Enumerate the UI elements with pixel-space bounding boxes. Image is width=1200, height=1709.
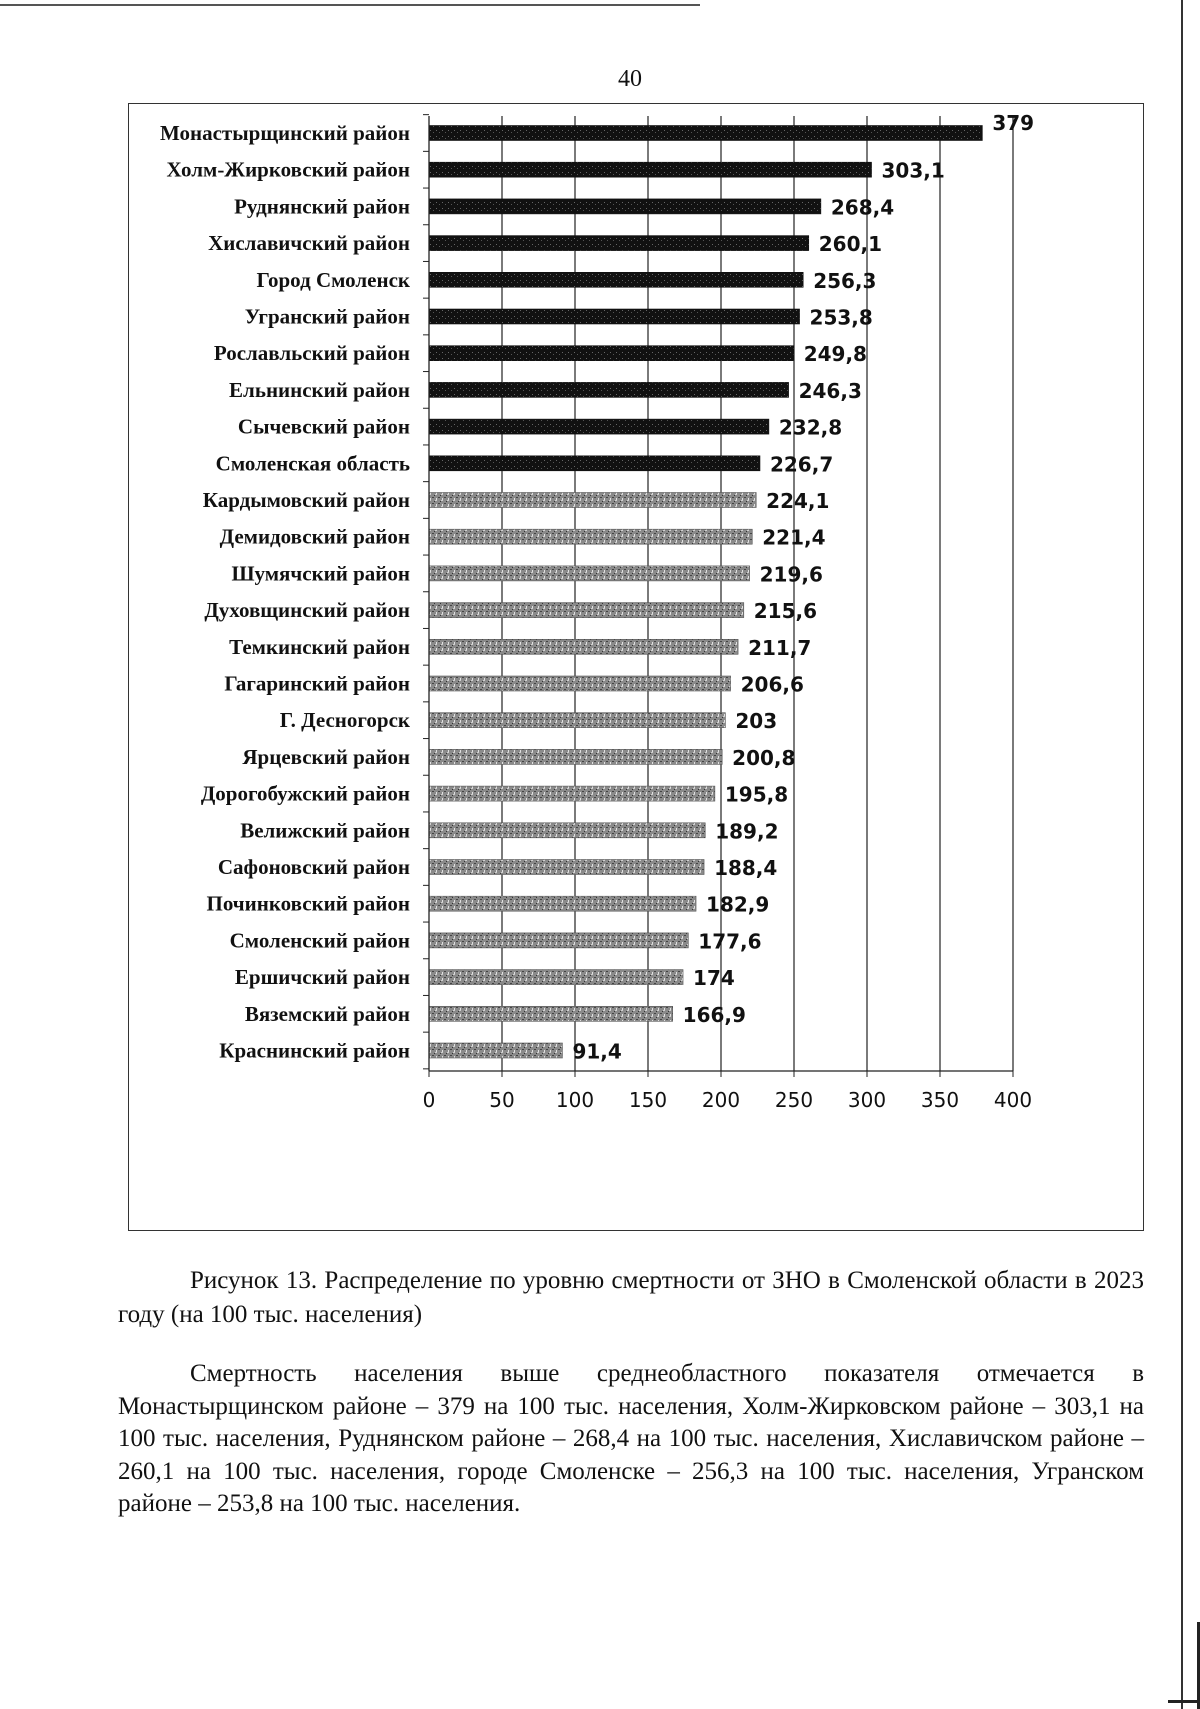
category-label-18: Ярцевский район (242, 744, 410, 769)
bar-11 (429, 493, 756, 508)
category-label-17: Г. Десногорск (279, 708, 410, 733)
value-label-18: 200,8 (732, 745, 796, 770)
category-label-26: Краснинский район (219, 1038, 410, 1063)
x-tick-label-0: 0 (422, 1088, 436, 1112)
category-label-4: Хиславичский район (208, 231, 410, 256)
category-label-19: Дорогобужский район (200, 781, 410, 806)
bar-7 (429, 346, 794, 361)
value-label-1: 379 (992, 111, 1035, 135)
bar-chart (129, 104, 1142, 1229)
value-label-8: 246,3 (798, 378, 862, 403)
bar-21 (429, 860, 704, 875)
bar-26 (429, 1043, 562, 1058)
scan-artifact-corner-mark-horizontal (1168, 1700, 1200, 1703)
category-label-2: Холм-Жирковский район (166, 157, 410, 182)
category-label-25: Вяземский район (244, 1001, 410, 1026)
category-label-14: Духовщинский район (204, 598, 410, 623)
chart-frame (128, 103, 1144, 1231)
value-label-10: 226,7 (769, 452, 834, 477)
value-label-20: 189,2 (715, 819, 779, 844)
bar-6 (429, 309, 800, 324)
value-labels (572, 111, 1034, 1064)
category-label-9: Сычевский район (237, 414, 410, 439)
value-label-2: 303,1 (881, 158, 945, 183)
value-label-15: 211,7 (748, 635, 812, 660)
value-label-17: 203 (735, 709, 778, 734)
category-label-13: Шумячский район (231, 561, 410, 586)
category-label-10: Смоленская область (215, 451, 410, 476)
bar-2 (429, 162, 872, 177)
value-label-6: 253,8 (809, 305, 873, 330)
value-label-22: 182,9 (706, 892, 770, 917)
figure-caption: Рисунок 13. Распределение по уровню смертности от ЗНО в Смоленской области в 2023 году (на 100 тыс. населения) (118, 1267, 1144, 1328)
x-tick-labels (423, 1088, 1032, 1112)
category-label-20: Велижский район (240, 818, 410, 843)
gridlines (502, 116, 1013, 1071)
bar-24 (429, 970, 683, 985)
x-tick-label-100: 100 (555, 1088, 595, 1112)
body-paragraph: Смертность населения выше среднеобластного показателя отмечается в Монастырщинском районе – 379 на 100 тыс. населения, Холм-Жирковском районе – 303,1 на 100 тыс. населения, Руднянском районе – 268,4 на 100 тыс. населения, Хиславичском районе – 260,1 на 100 тыс. населения, городе Смоленске – 256,3 на 100 тыс. населения, Угранском районе – 253,8 на 100 тыс. населения. (118, 1360, 1144, 1517)
category-label-24: Ершичский район (234, 965, 410, 990)
bar-12 (429, 529, 752, 544)
bar-1 (429, 126, 982, 141)
value-label-16: 206,6 (740, 672, 804, 697)
x-tick-label-150: 150 (628, 1088, 668, 1112)
bar-15 (429, 639, 738, 654)
category-label-16: Гагаринский район (224, 671, 410, 696)
value-label-12: 221,4 (762, 525, 826, 550)
bar-22 (429, 896, 696, 911)
x-tick-label-50: 50 (489, 1088, 515, 1112)
bar-5 (429, 272, 803, 287)
bar-20 (429, 823, 705, 838)
value-label-3: 268,4 (830, 195, 895, 220)
x-tick-label-200: 200 (701, 1088, 741, 1112)
bar-16 (429, 676, 731, 691)
bar-10 (429, 456, 760, 471)
value-label-5: 256,3 (813, 268, 877, 293)
page-number: 40 (618, 66, 642, 92)
category-label-6: Угранский район (244, 304, 410, 329)
value-label-7: 249,8 (803, 342, 867, 367)
category-label-7: Рославльский район (213, 341, 410, 366)
value-label-19: 195,8 (724, 782, 789, 807)
bar-14 (429, 603, 744, 618)
bar-25 (429, 1006, 673, 1021)
category-label-23: Смоленский район (229, 928, 410, 953)
bars (429, 126, 982, 1059)
bar-17 (429, 713, 725, 728)
value-label-24: 174 (693, 966, 735, 991)
bar-9 (429, 419, 769, 434)
value-label-14: 215,6 (753, 599, 818, 624)
bar-23 (429, 933, 688, 948)
category-label-11: Кардымовский район (202, 488, 410, 512)
category-label-3: Руднянский район (234, 194, 410, 219)
category-label-21: Сафоновский район (217, 855, 410, 879)
category-label-15: Темкинский район (229, 634, 410, 659)
bar-4 (429, 236, 809, 251)
value-label-25: 166,9 (682, 1002, 746, 1027)
x-tick-label-250: 250 (774, 1088, 814, 1112)
x-tick-label-350: 350 (920, 1088, 960, 1112)
category-label-8: Ельнинский район (229, 377, 410, 402)
value-label-23: 177,6 (698, 929, 762, 954)
x-tick-label-300: 300 (847, 1088, 887, 1112)
x-tick-label-400: 400 (993, 1088, 1033, 1112)
bar-13 (429, 566, 750, 581)
scan-artifact-top-line (0, 4, 700, 6)
value-label-11: 224,1 (766, 489, 830, 513)
scan-artifact-right-line (1181, 0, 1183, 1709)
category-labels (160, 121, 411, 1063)
bar-3 (429, 199, 821, 214)
category-label-5: Город Смоленск (256, 267, 410, 292)
category-label-12: Демидовский район (219, 524, 410, 549)
bar-8 (429, 382, 789, 397)
category-label-1: Монастырщинский район (159, 121, 410, 145)
category-label-22: Починковский район (206, 891, 410, 916)
value-label-4: 260,1 (818, 232, 883, 257)
value-label-13: 219,6 (759, 562, 823, 587)
bar-19 (429, 786, 715, 801)
value-label-21: 188,4 (714, 856, 778, 880)
value-label-9: 232,8 (778, 415, 843, 440)
bar-18 (429, 749, 722, 764)
value-label-26: 91,4 (572, 1039, 622, 1064)
